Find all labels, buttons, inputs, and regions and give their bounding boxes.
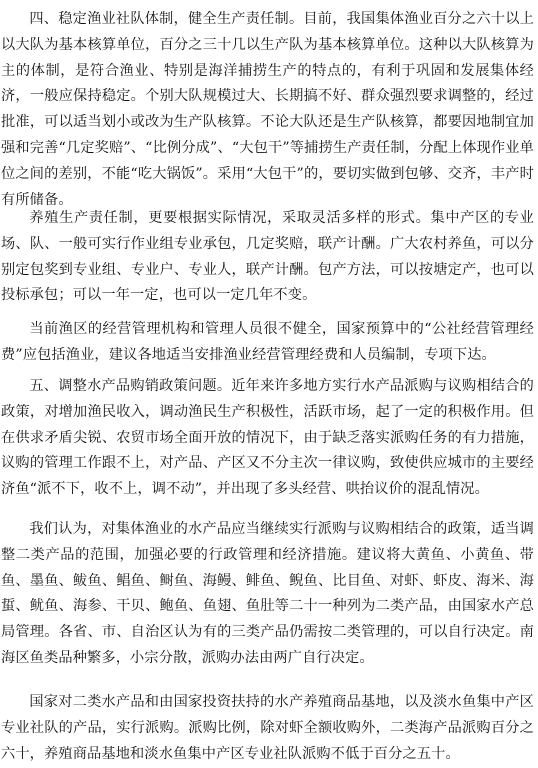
- paragraph-management-funds: 当前渔区的经营管理机构和管理人员很不健全，国家预算中的“公社经营管理经费”应包括渔业，建议各地适当安排渔业经营管理经费和人员编制，专项下达。: [1, 321, 534, 363]
- paragraph-second-category-products: 我们认为，对集体渔业的水产品应当继续实行派购与议购相结合的政策，适当调整二类产品的范围，加强必要的行政管理和经济措施。建议将大黄鱼、小黄鱼、带鱼、墨鱼、鲅鱼、鲳鱼、鲥鱼、海鳗、鲱鱼、鲵鱼、比目鱼、对虾、虾皮、海米、海蜇、鱿鱼、海参、干贝、鲍鱼、鱼翅、鱼肚等二十一种列为二类产品，由国家水产总局管理。各省、市、自治区认为有的三类产品仍需按二类管理的，可以自行决定。南海区鱼类品种繁多，小宗分散，派购办法由两广自行决定。: [1, 521, 534, 666]
- paragraph-assigned-purchase: 国家对二类水产品和由国家投资扶持的水产养殖商品基地，以及淡水鱼集中产区专业社队的产品，实行派购。派购比例，除对虾全额收购外，二类海产品派购百分之六十，养殖商品基地和淡水鱼集中产区专业社队派购不低于百分之五十。: [1, 694, 534, 762]
- paragraph-5-purchase-policy: 五、调整水产品购销政策问题。近年来许多地方实行水产品派购与议购相结合的政策，对增加渔民收入，调动渔民生产积极性，活跃市场，起了一定的积极作用。但在供求矛盾尖锐、农贸市场全面开放的情况下，由于缺乏落实派购任务的有力措施，议购的管理工作跟不上，对产品、产区又不分主次一律议购，致使供应城市的主要经济鱼“派不下，收不上，调不动”，并出现了多头经营、哄抬议价的混乱情况。: [1, 378, 534, 498]
- paragraph-4-stabilize-system: 四、稳定渔业社队体制，健全生产责任制。目前，我国集体渔业百分之六十以上以大队为基本核算单位，百分之三十几以生产队为基本核算单位。这种以大队核算为主的体制，是符合渔业、特别是海洋捕捞生产的特点的，有利于巩固和发展集体经济，一般应保持稳定。个别大队规模过大、长期搞不好、群众强烈要求调整的，经过批准，可以适当划小或改为生产队核算。不论大队还是生产队核算，都要因地制宜加强和完善“几定奖赔”、“比例分成”、“大包干”等捕捞生产责任制，分配上体现作业单位之间的差别，不能“吃大锅饭”。采用“大包干”的，要切实做到包够、交齐，丰产时有所储备。: [1, 11, 534, 208]
- paragraph-aquaculture-responsibility: 养殖生产责任制，更要根据实际情况，采取灵活多样的形式。集中产区的专业场、队、一般可实行作业组专业承包，几定奖赔，联产计酬。广大农村养鱼，可以分别定包奖到专业组、专业户、专业人，联产计酬。包产方法，可以按塘定产，也可以投标承包；可以一年一定，也可以一定几年不变。: [1, 210, 534, 304]
